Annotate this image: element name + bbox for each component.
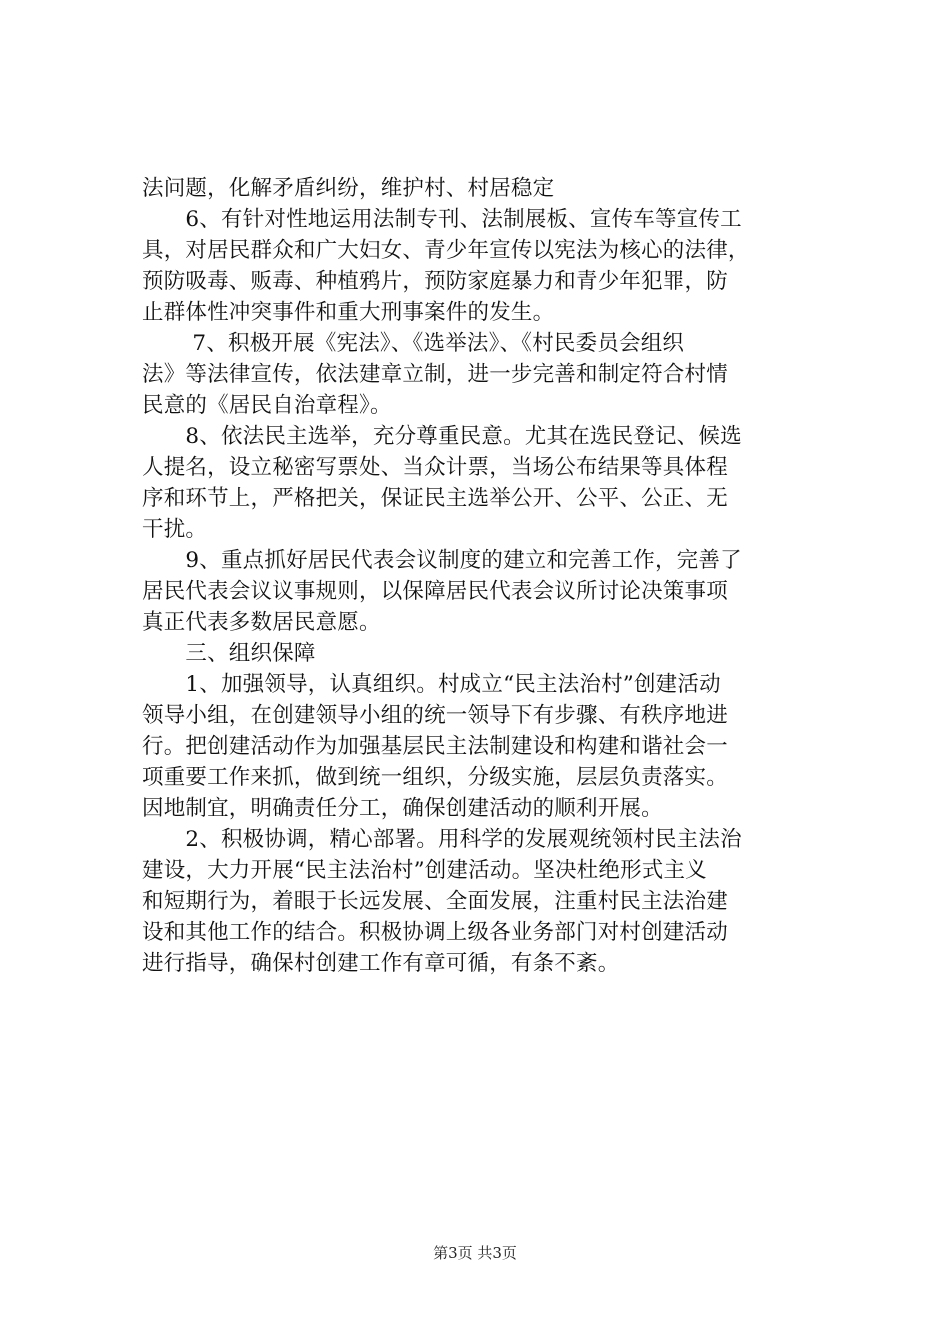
text-line: 居民代表会议议事规则，以保障居民代表会议所讨论决策事项 [142, 579, 728, 604]
text-line: 民意的《居民自治章程》。 [142, 393, 392, 418]
text-line: 6、有针对性地运用法制专刊、法制展板、宣传车等宣传工 [142, 207, 742, 232]
section-heading: 三、组织保障 [142, 641, 316, 666]
text-line: 建设，大力开展“民主法治村”创建活动。坚决杜绝形式主义 [142, 858, 707, 883]
text-line: 项重要工作来抓，做到统一组织，分级实施，层层负责落实。 [142, 765, 728, 790]
text-line: 具，对居民群众和广大妇女、青少年宣传以宪法为核心的法律， [142, 238, 750, 263]
text-line: 和短期行为，着眼于长远发展、全面发展，注重村民主法治建 [142, 889, 728, 914]
text-line: 7、积极开展《宪法》、《选举法》、《村民委员会组织 [142, 331, 685, 356]
text-line: 8、依法民主选举，充分尊重民意。尤其在选民登记、候选 [142, 424, 742, 449]
text-line: 设和其他工作的结合。积极协调上级各业务部门对村创建活动 [142, 920, 728, 945]
text-line: 法问题，化解矛盾纠纷，维护村、村居稳定 [142, 176, 555, 201]
text-line: 止群体性冲突事件和重大刑事案件的发生。 [142, 300, 555, 325]
text-line: 进行指导，确保村创建工作有章可循，有条不紊。 [142, 951, 620, 976]
text-line: 序和环节上，严格把关，保证民主选举公开、公平、公正、无 [142, 486, 728, 511]
text-line: 2、积极协调，精心部署。用科学的发展观统领村民主法治 [142, 827, 742, 852]
text-line: 9、重点抓好居民代表会议制度的建立和完善工作，完善了 [142, 548, 742, 573]
text-line: 因地制宜，明确责任分工，确保创建活动的顺利开展。 [142, 796, 663, 821]
document-body [142, 173, 812, 979]
text-line: 1、加强领导，认真组织。村成立“民主法治村”创建活动 [142, 672, 721, 697]
text-line: 法》等法律宣传，依法建章立制，进一步完善和制定符合村情 [142, 362, 728, 387]
page-footer: 第3页 共3页 [433, 1244, 517, 1262]
text-line: 领导小组，在创建领导小组的统一领导下有步骤、有秩序地进 [142, 703, 728, 728]
text-line: 行。把创建活动作为加强基层民主法制建设和构建和谐社会一 [142, 734, 728, 759]
text-line: 预防吸毒、贩毒、种植鸦片，预防家庭暴力和青少年犯罪，防 [142, 269, 728, 294]
text-line: 人提名，设立秘密写票处、当众计票，当场公布结果等具体程 [142, 455, 728, 480]
text-line: 真正代表多数居民意愿。 [142, 610, 381, 635]
text-line: 干扰。 [142, 517, 208, 542]
